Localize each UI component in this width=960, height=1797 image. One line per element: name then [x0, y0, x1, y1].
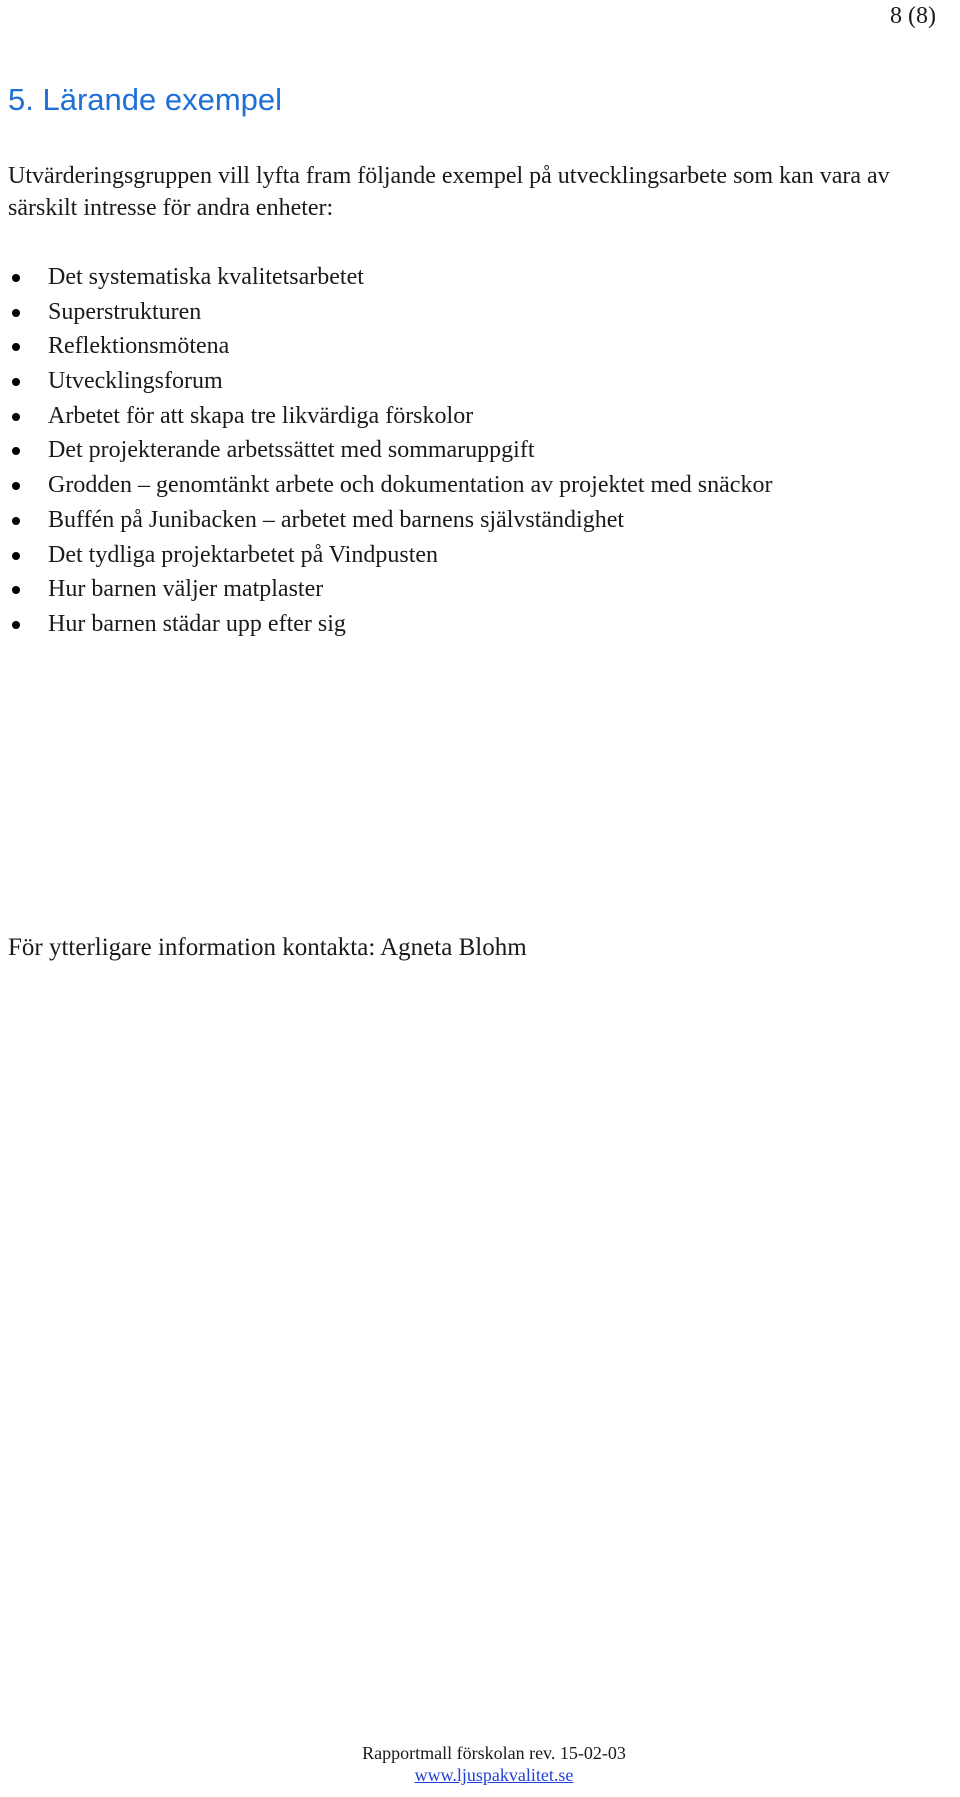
bullet-icon	[12, 552, 20, 560]
list-item-text: Grodden – genomtänkt arbete och dokumentation av projektet med snäckor	[48, 472, 773, 499]
list-item	[8, 503, 772, 538]
bullet-icon	[12, 482, 20, 490]
bullet-icon	[12, 413, 20, 421]
bullet-icon	[12, 447, 20, 455]
list-item-text: Superstrukturen	[48, 298, 202, 325]
bullet-icon	[12, 517, 20, 525]
list-item-text: Utvecklingsforum	[48, 368, 223, 395]
contact-line: För ytterligare information kontakta: Agneta Blohm	[8, 934, 527, 961]
list-item	[8, 607, 772, 642]
bullet-icon	[12, 343, 20, 351]
list-item	[8, 468, 772, 503]
list-item-text: Det projekterande arbetssättet med sommaruppgift	[48, 437, 535, 464]
bullet-icon	[12, 378, 20, 386]
list-item-text: Hur barnen väljer matplaster	[48, 576, 324, 603]
bullet-icon	[12, 274, 20, 282]
list-item	[8, 538, 772, 573]
examples-list	[8, 260, 772, 642]
list-item	[8, 399, 772, 434]
bullet-icon	[12, 309, 20, 317]
list-item	[8, 329, 772, 364]
list-item-text: Arbetet för att skapa tre likvärdiga förskolor	[48, 402, 474, 429]
page-footer	[0, 1742, 960, 1786]
list-item	[8, 433, 772, 468]
bullet-icon	[12, 621, 20, 629]
page-number: 8 (8)	[890, 3, 936, 29]
list-item-text: Det tydliga projektarbetet på Vindpusten	[48, 541, 439, 568]
template-revision: Rapportmall förskolan rev. 15-02-03	[362, 1743, 626, 1763]
list-item	[8, 572, 772, 607]
list-item-text: Reflektionsmötena	[48, 333, 230, 360]
website-link[interactable]: www.ljuspakvalitet.se	[414, 1765, 574, 1785]
bullet-icon	[12, 586, 20, 594]
intro-paragraph: Utvärderingsgruppen vill lyfta fram följande exempel på utvecklingsarbete som kan vara av särskilt intresse för andra enheter:	[8, 163, 890, 221]
list-item-text: Buffén på Junibacken – arbetet med barnens självständighet	[48, 506, 625, 533]
list-item-text: Hur barnen städar upp efter sig	[48, 610, 346, 637]
list-item-text: Det systematiska kvalitetsarbetet	[48, 264, 364, 290]
list-item	[8, 364, 772, 399]
list-item	[8, 295, 772, 330]
section-title: 5. Lärande exempel	[8, 82, 283, 117]
list-item	[8, 260, 772, 295]
